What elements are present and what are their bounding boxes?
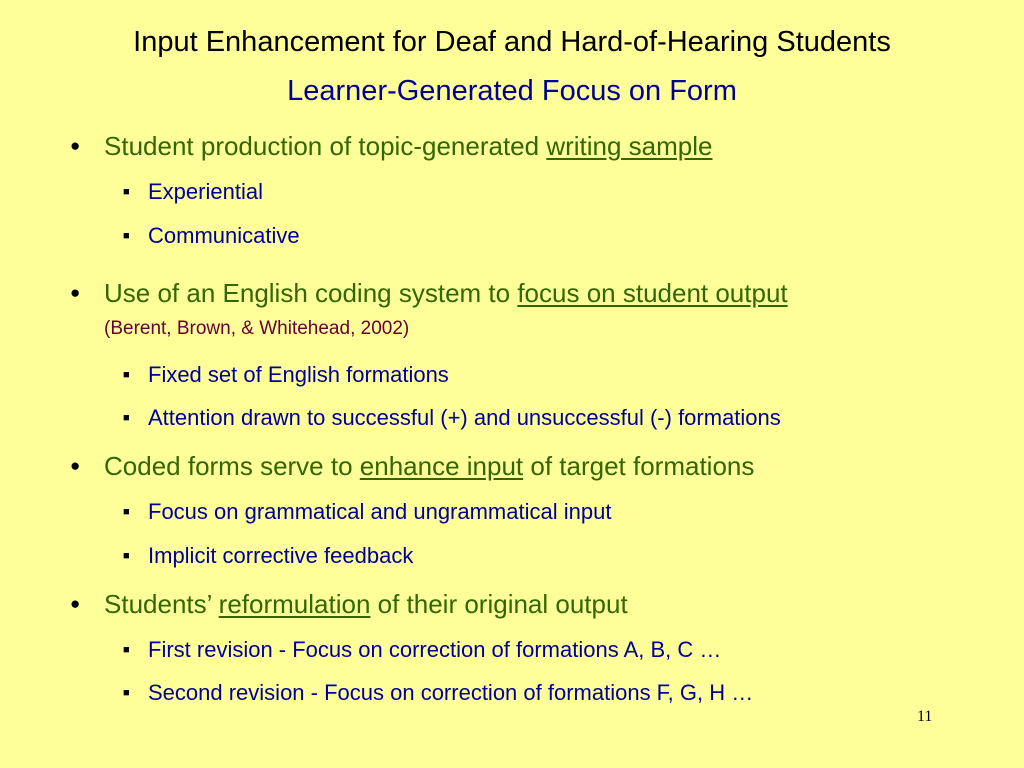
square-bullet-icon: ■: [123, 230, 130, 242]
sub-bullet-4-1: [123, 636, 722, 664]
bullet-3-text: Coded forms serve to: [104, 451, 360, 481]
sub-bullet-text: First revision - Focus on correction of formations A, B, C …: [148, 637, 722, 662]
bullet-1-text: Student production of topic-generated: [104, 131, 547, 161]
square-bullet-icon: ■: [123, 369, 130, 381]
bullet-4-post: of their original output: [370, 589, 628, 619]
bullet-dot-icon: ●: [70, 456, 81, 475]
bullet-3-post: of target formations: [523, 451, 755, 481]
bullet-1-link: writing sample: [546, 131, 713, 161]
sub-bullet-2-2: [123, 404, 781, 432]
bullet-3-link: enhance input: [359, 451, 524, 481]
bullet-2-text: Use of an English coding system to: [104, 278, 518, 308]
square-bullet-icon: ■: [123, 550, 130, 562]
square-bullet-icon: ■: [123, 687, 130, 699]
sub-bullet-text: Focus on grammatical and ungrammatical input: [148, 499, 612, 524]
sub-bullet-3-2: [123, 542, 414, 570]
bullet-2: [70, 277, 788, 309]
sub-bullet-text: Fixed set of English formations: [148, 362, 449, 387]
bullet-3: [70, 450, 755, 482]
bullet-4-link: reformulation: [218, 589, 371, 619]
slide-subtitle: Learner-Generated Focus on Form: [287, 75, 737, 107]
bullet-dot-icon: ●: [70, 283, 81, 302]
page-number: 11: [917, 708, 933, 725]
sub-bullet-1-1: [123, 178, 263, 206]
sub-bullet-1-2: [123, 222, 300, 250]
sub-bullet-3-1: [123, 498, 612, 526]
citation: (Berent, Brown, & Whitehead, 2002): [104, 318, 410, 339]
square-bullet-icon: ■: [123, 506, 130, 518]
sub-bullet-text: Second revision - Focus on correction of formations F, G, H …: [148, 680, 754, 705]
bullet-1: [70, 130, 713, 162]
square-bullet-icon: ■: [123, 186, 130, 198]
bullet-dot-icon: ●: [70, 136, 81, 155]
bullet-4-text: Students’: [104, 589, 219, 619]
square-bullet-icon: ■: [123, 644, 130, 656]
slide-title: Input Enhancement for Deaf and Hard-of-Hearing Students: [133, 26, 891, 58]
sub-bullet-text: Experiential: [148, 179, 263, 204]
sub-bullet-2-1: [123, 361, 449, 389]
bullet-2-link: focus on student output: [517, 278, 788, 308]
sub-bullet-text: Communicative: [148, 223, 300, 248]
sub-bullet-text: Attention drawn to successful (+) and unsuccessful (-) formations: [148, 405, 781, 430]
sub-bullet-text: Implicit corrective feedback: [148, 543, 414, 568]
bullet-4: [70, 588, 628, 620]
bullet-dot-icon: ●: [70, 594, 81, 613]
square-bullet-icon: ■: [123, 412, 130, 424]
sub-bullet-4-2: [123, 679, 754, 707]
